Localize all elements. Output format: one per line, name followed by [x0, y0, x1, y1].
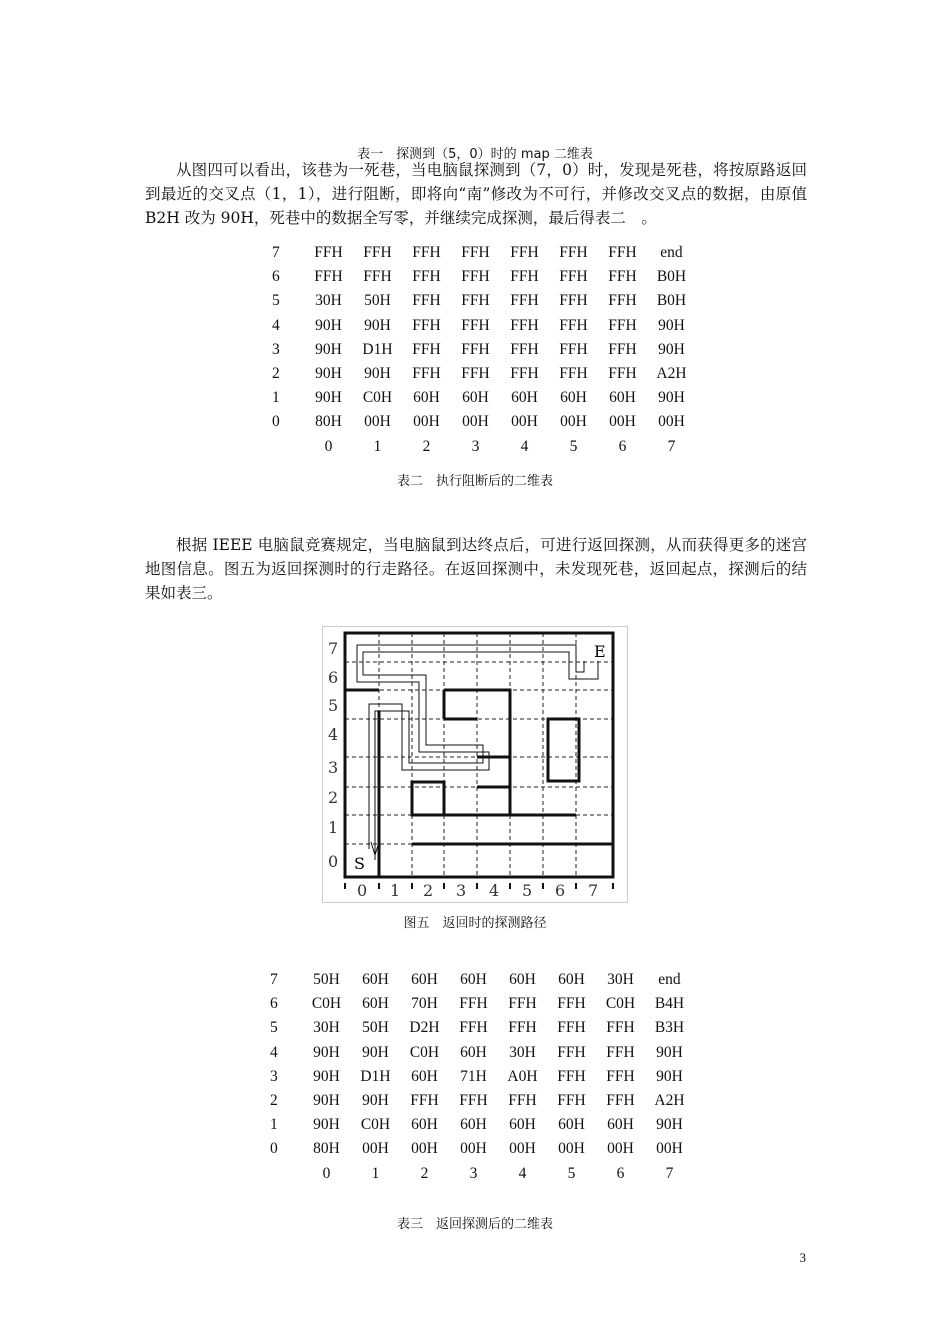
table-row — [270, 968, 694, 992]
table-cell: FFH — [412, 340, 441, 358]
table-cell: FFH — [608, 268, 637, 286]
row-label: 3 — [270, 1067, 278, 1085]
table-cell: FFH — [559, 292, 588, 310]
column-label: 3 — [469, 1164, 478, 1182]
table-cell: 90H — [313, 1116, 340, 1134]
maze-axis-ticks — [345, 883, 613, 889]
table-cell: 90H — [656, 1067, 683, 1085]
maze-row-label: 7 — [328, 639, 339, 658]
column-label: 7 — [665, 1164, 674, 1182]
table-cell: 30H — [509, 1043, 536, 1061]
column-label: 6 — [616, 1164, 625, 1182]
column-label: 0 — [322, 1164, 331, 1182]
table-cell: 90H — [658, 389, 685, 407]
table-cell: FFH — [363, 268, 392, 286]
table-cell: 90H — [315, 316, 342, 334]
table-cell: FFH — [461, 365, 490, 383]
maze-row-label: 4 — [328, 725, 339, 744]
table-cell: FFH — [557, 995, 586, 1013]
table-cell: B4H — [654, 995, 685, 1013]
table-row — [270, 1065, 694, 1089]
row-label: 1 — [272, 389, 280, 407]
table-cell: D1H — [362, 340, 393, 358]
table-cell: A2H — [656, 365, 687, 383]
table2-caption: 表二 执行阻断后的二维表 — [396, 474, 553, 489]
row-label: 6 — [270, 995, 278, 1013]
table-cell: FFH — [559, 268, 588, 286]
table-cell: 90H — [313, 1043, 340, 1061]
page-number: 3 — [799, 1250, 806, 1265]
table-cell: 50H — [313, 971, 340, 989]
table-cell: 00H — [413, 413, 440, 431]
table-cell: 30H — [607, 971, 634, 989]
row-label: 4 — [270, 1043, 278, 1061]
table-cell: 00H — [460, 1140, 487, 1158]
table-cell: end — [660, 244, 683, 262]
row-label: 3 — [272, 340, 280, 358]
table-cell: FFH — [510, 244, 539, 262]
table-cell: FFH — [608, 244, 637, 262]
table-cell: A0H — [507, 1067, 538, 1085]
maze-col-label: 3 — [456, 881, 467, 900]
table-cell: D2H — [409, 1019, 440, 1037]
table-cell: FFH — [557, 1067, 586, 1085]
maze-diagram — [323, 627, 627, 902]
table-cell: FFH — [559, 340, 588, 358]
table-row — [272, 265, 696, 289]
row-label: 0 — [272, 413, 280, 431]
table-cell: FFH — [608, 340, 637, 358]
corner-cell — [272, 435, 304, 459]
table-cell: FFH — [412, 316, 441, 334]
maze-col-label: 2 — [423, 881, 434, 900]
paragraph-return-exploration: 根据 IEEE 电脑鼠竞赛规定，当电脑鼠到达终点后，可进行返回探测，从而获得更多的迷宫地图信息。图五为返回探测时的行走路径。在返回探测中，未发现死巷，返回起点，探测后的结果如表三。 — [145, 536, 807, 602]
table-cell: 90H — [658, 316, 685, 334]
table-cell: FFH — [461, 244, 490, 262]
table-cell: 90H — [362, 1092, 389, 1110]
table-cell: FFH — [559, 316, 588, 334]
table-cell: 30H — [315, 292, 342, 310]
table-cell: FFH — [608, 292, 637, 310]
table-cell: 60H — [509, 971, 536, 989]
table-cell: 00H — [509, 1140, 536, 1158]
table-cell: FFH — [461, 316, 490, 334]
table-cell: 70H — [411, 995, 438, 1013]
table-cell: FFH — [314, 244, 343, 262]
table-cell: 00H — [462, 413, 489, 431]
table-row — [272, 362, 696, 386]
row-label: 0 — [270, 1140, 278, 1158]
table-cell: FFH — [461, 340, 490, 358]
column-label: 6 — [618, 437, 627, 455]
table-cell: 60H — [511, 389, 538, 407]
table-row — [272, 241, 696, 265]
table-cell: 60H — [509, 1116, 536, 1134]
table-cell: 90H — [364, 365, 391, 383]
maze-row-label: 5 — [328, 696, 339, 715]
table-cell: D1H — [360, 1067, 391, 1085]
table-cell: B0H — [656, 292, 687, 310]
table-cell: FFH — [412, 268, 441, 286]
row-label: 5 — [270, 1019, 278, 1037]
column-label: 4 — [518, 1164, 527, 1182]
table-cell: FFH — [557, 1092, 586, 1110]
corner-cell — [270, 1162, 302, 1186]
table-cell: FFH — [508, 995, 537, 1013]
table-row — [270, 1016, 694, 1040]
table-cell: 71H — [460, 1067, 487, 1085]
table-row — [272, 338, 696, 362]
row-label: 2 — [272, 365, 280, 383]
table-cell: 60H — [460, 1043, 487, 1061]
table2-map-grid — [272, 241, 696, 459]
table-cell: FFH — [508, 1019, 537, 1037]
figure5-caption: 图五 返回时的探测路径 — [403, 916, 547, 931]
maze-outer-wall — [345, 633, 613, 877]
table-cell: 60H — [460, 971, 487, 989]
table-cell: 00H — [560, 413, 587, 431]
table-cell: 80H — [315, 413, 342, 431]
table-cell: 90H — [315, 340, 342, 358]
table-cell: 00H — [411, 1140, 438, 1158]
table-cell: FFH — [510, 365, 539, 383]
column-label: 7 — [667, 437, 676, 455]
maze-col-label: 0 — [357, 881, 368, 900]
table-cell: FFH — [412, 244, 441, 262]
maze-inner-walls — [345, 690, 613, 877]
maze-row-label: 3 — [328, 758, 339, 777]
maze-grid-lines — [345, 633, 613, 877]
maze-figure — [322, 626, 628, 903]
column-label: 5 — [567, 1164, 576, 1182]
table-cell: 50H — [362, 1019, 389, 1037]
table-cell: FFH — [606, 1043, 635, 1061]
maze-col-label: 7 — [588, 881, 599, 900]
maze-col-label: 4 — [489, 881, 500, 900]
column-label: 4 — [520, 437, 529, 455]
table-cell: 60H — [411, 1067, 438, 1085]
table-cell: end — [658, 971, 681, 989]
maze-row-label: 1 — [328, 818, 339, 837]
column-label: 3 — [471, 437, 480, 455]
maze-col-label: 6 — [555, 881, 566, 900]
maze-row-labels — [328, 639, 338, 871]
table-cell: FFH — [510, 340, 539, 358]
maze-col-label: 1 — [390, 881, 401, 900]
table-cell: 90H — [315, 389, 342, 407]
table-cell: FFH — [608, 365, 637, 383]
row-label: 5 — [272, 292, 280, 310]
table-row — [272, 314, 696, 338]
table-cell: 00H — [364, 413, 391, 431]
maze-row-label: 6 — [328, 668, 339, 687]
table-cell: B3H — [654, 1019, 685, 1037]
table-cell: FFH — [606, 1092, 635, 1110]
maze-row-label: 2 — [328, 788, 339, 807]
table-cell: FFH — [559, 244, 588, 262]
table-cell: 00H — [658, 413, 685, 431]
column-label: 0 — [324, 437, 333, 455]
table-row — [272, 410, 696, 434]
table-cell: FFH — [459, 1019, 488, 1037]
table-cell: FFH — [461, 268, 490, 286]
table-cell: 60H — [413, 389, 440, 407]
table-cell: FFH — [606, 1067, 635, 1085]
column-label-row — [272, 435, 696, 459]
table-cell: 90H — [656, 1043, 683, 1061]
table1-caption: 表一 探测到（5，0）时的 map 二维表 — [357, 147, 593, 162]
table3-map-grid — [270, 968, 694, 1186]
table-cell: 90H — [362, 1043, 389, 1061]
table-cell: 90H — [364, 316, 391, 334]
table-cell: FFH — [461, 292, 490, 310]
table-cell: 60H — [411, 1116, 438, 1134]
table2-body — [272, 241, 696, 459]
column-label: 1 — [373, 437, 382, 455]
maze-col-label: 5 — [522, 881, 533, 900]
table-cell: FFH — [459, 1092, 488, 1110]
table-cell: 90H — [315, 365, 342, 383]
table-cell: FFH — [559, 365, 588, 383]
table-cell: 90H — [658, 340, 685, 358]
column-label: 2 — [422, 437, 431, 455]
table-row — [272, 386, 696, 410]
table-cell: 50H — [364, 292, 391, 310]
table-cell: 30H — [313, 1019, 340, 1037]
table-cell: 60H — [560, 389, 587, 407]
table-cell: 00H — [511, 413, 538, 431]
maze-row-label: 0 — [328, 852, 339, 871]
table3-caption: 表三 返回探测后的二维表 — [396, 1217, 553, 1232]
table-cell: FFH — [363, 244, 392, 262]
table-cell: 60H — [462, 389, 489, 407]
table-cell: B0H — [656, 268, 687, 286]
table-cell: 00H — [656, 1140, 683, 1158]
table-cell: FFH — [508, 1092, 537, 1110]
row-label: 2 — [270, 1092, 278, 1110]
table-row — [270, 1041, 694, 1065]
table-cell: FFH — [510, 292, 539, 310]
row-label: 4 — [272, 316, 280, 334]
table-cell: FFH — [557, 1043, 586, 1061]
table-cell: FFH — [557, 1019, 586, 1037]
column-label: 2 — [420, 1164, 429, 1182]
column-label-row — [270, 1162, 694, 1186]
table-cell: FFH — [412, 365, 441, 383]
table-cell: C0H — [311, 995, 342, 1013]
maze-end-label: E — [594, 642, 606, 661]
table-cell: 60H — [362, 995, 389, 1013]
table-cell: 00H — [558, 1140, 585, 1158]
table-cell: 60H — [362, 971, 389, 989]
table-cell: 90H — [313, 1067, 340, 1085]
table-cell: 60H — [460, 1116, 487, 1134]
table-cell: A2H — [654, 1092, 685, 1110]
table-cell: 60H — [607, 1116, 634, 1134]
table-cell: FFH — [410, 1092, 439, 1110]
table-row — [272, 289, 696, 313]
paragraph-dead-end-explanation: 从图四可以看出，该巷为一死巷，当电脑鼠探测到（7，0）时，发现是死巷，将按原路返回到最近的交叉点（1，1），进行阻断，即将向“南”修改为不可行，并修改交叉点的数据，由原值 B2H 改为 90H，死巷中的数据全写零，并继续完成探测，最后得表二 。 — [145, 161, 807, 227]
table-cell: 60H — [558, 1116, 585, 1134]
table-row — [270, 1089, 694, 1113]
row-label: 7 — [270, 971, 278, 989]
table-cell: 60H — [558, 971, 585, 989]
table-cell: FFH — [459, 995, 488, 1013]
table-cell: 90H — [656, 1116, 683, 1134]
table-cell: FFH — [314, 268, 343, 286]
table-cell: C0H — [409, 1043, 440, 1061]
table-cell: FFH — [510, 316, 539, 334]
table3-body — [270, 968, 694, 1186]
table-cell: C0H — [362, 389, 393, 407]
table-cell: FFH — [606, 1019, 635, 1037]
table-row — [270, 1113, 694, 1137]
table-cell: 00H — [607, 1140, 634, 1158]
maze-start-label: S — [354, 854, 365, 873]
table-cell: 80H — [313, 1140, 340, 1158]
row-label: 6 — [272, 268, 280, 286]
table-cell: 00H — [362, 1140, 389, 1158]
table-cell: 60H — [411, 971, 438, 989]
column-label: 1 — [371, 1164, 380, 1182]
table-cell: FFH — [412, 292, 441, 310]
table-cell: C0H — [605, 995, 636, 1013]
column-label: 5 — [569, 437, 578, 455]
table-row — [270, 1137, 694, 1161]
table-cell: 90H — [313, 1092, 340, 1110]
table-cell: 60H — [609, 389, 636, 407]
table-row — [270, 992, 694, 1016]
table-cell: C0H — [360, 1116, 391, 1134]
table-cell: 00H — [609, 413, 636, 431]
row-label: 1 — [270, 1116, 278, 1134]
table-cell: FFH — [608, 316, 637, 334]
row-label: 7 — [272, 244, 280, 262]
table-cell: FFH — [510, 268, 539, 286]
